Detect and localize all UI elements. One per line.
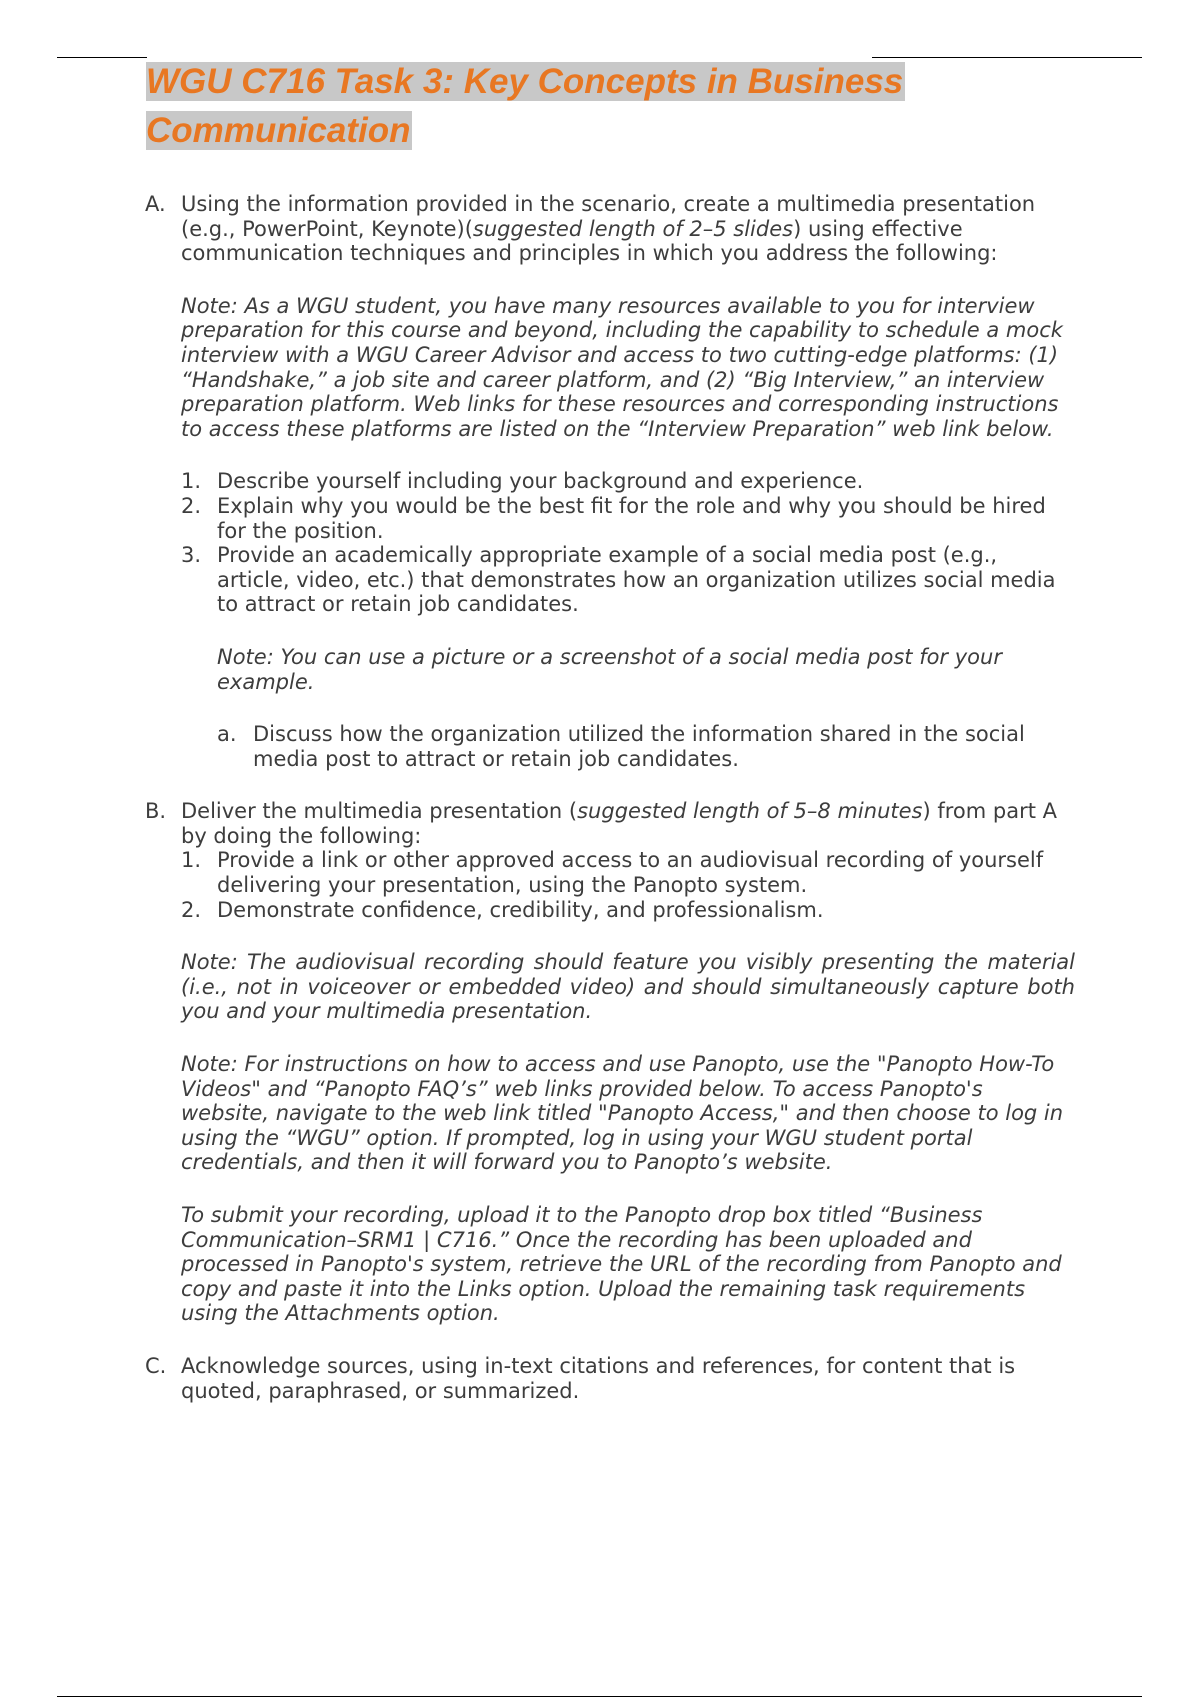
list-item: 3. Provide an academically appropriate example of a social media post (e.g., article, video, etc.) that demonstrates how an organization utilizes social media to attract or retain job candidates. Note: You can use a picture or a screenshot of a social media post for your example. a. Discuss how the organization utilized the information shared in the social media post to attract or retain job candidates. xyxy=(181,543,1075,771)
list-item: 2. Explain why you would be the best fit for the role and why you should be hired for the position. xyxy=(181,493,1046,543)
section-a xyxy=(145,192,1075,771)
section-b-note-3: To submit your recording, upload it to the Panopto drop box titled “Business Communication–SRM1 | C716.” Once the recording has been uploaded and processed in Panopto's system, retrieve the URL of the recording from Panopto and copy and paste it into the Links option. Upload the remaining task requirements using the Attachments option. xyxy=(181,1203,1062,1326)
task-requirements xyxy=(145,192,1075,1403)
section-b xyxy=(145,799,1075,1326)
title-line-1: WGU C716 Task 3: Key Concepts in Business xyxy=(146,62,904,101)
top-rule-left xyxy=(57,57,147,58)
section-c xyxy=(145,1354,1075,1403)
list-item: 1. Describe yourself including your background and experience. xyxy=(181,469,864,494)
section-b-intro: Deliver the multimedia presentation (suggested length of 5–8 minutes) from part A by doing the following: xyxy=(181,799,1058,848)
section-b-marker: B. xyxy=(145,799,167,824)
item-3-note: Note: You can use a picture or a screenshot of a social media post for your example. xyxy=(217,644,1002,694)
section-a-note: Note: As a WGU student, you have many resources available to you for interview preparation for this course and beyond, including the capability to schedule a mock interview with a WGU Career Advisor and access to two cutting-edge platforms: (1) “Handshake,” a job site and career platform, and (2) “Big Interview,” an interview preparation platform. Web links for these resources and corresponding instructions to access these platforms are listed on the “Interview Preparation” web link below. xyxy=(181,293,1063,441)
section-a-intro: Using the information provided in the scenario, create a multimedia presentation (e.g., PowerPoint, Keynote)(suggested length of 2–5 slides) using effective communication techniques and principles in which you address the following: xyxy=(181,192,1036,266)
list-item: 2. Demonstrate confidence, credibility, and professionalism. xyxy=(181,897,824,922)
section-b-note-2: Note: For instructions on how to access and use Panopto, use the "Panopto How-To Videos" and “Panopto FAQ’s” web links provided below. To access Panopto's website, navigate to the web link titled "Panopto Access," and then choose to log in using the “WGU” option. If prompted, log in using your WGU student portal credentials, and then it will forward you to Panopto’s website. xyxy=(181,1052,1064,1175)
section-a-marker: A. xyxy=(145,192,166,216)
section-b-note-1: Note: The audiovisual recording should feature you visibly presenting the material (i.e., not in voiceover or embedded video) and should simultaneously capture both you and your multimedia presentation. xyxy=(181,950,1075,1024)
sub-item-a: a. Discuss how the organization utilized the information shared in the social media post to attract or retain job candidates. xyxy=(217,722,1025,771)
bottom-rule xyxy=(57,1696,1142,1697)
section-a-list xyxy=(181,469,1075,771)
title-line-2: Communication xyxy=(146,111,411,150)
section-c-text: Acknowledge sources, using in-text citations and references, for content that is quoted, paraphrased, or summarized. xyxy=(181,1353,1016,1403)
list-item: 1. Provide a link or other approved access to an audiovisual recording of yourself delivering your presentation, using the Panopto system. xyxy=(181,848,1044,898)
section-c-marker: C. xyxy=(145,1353,167,1378)
document-title xyxy=(146,57,906,155)
top-rule-right xyxy=(872,57,1142,58)
section-b-list xyxy=(181,848,1075,922)
